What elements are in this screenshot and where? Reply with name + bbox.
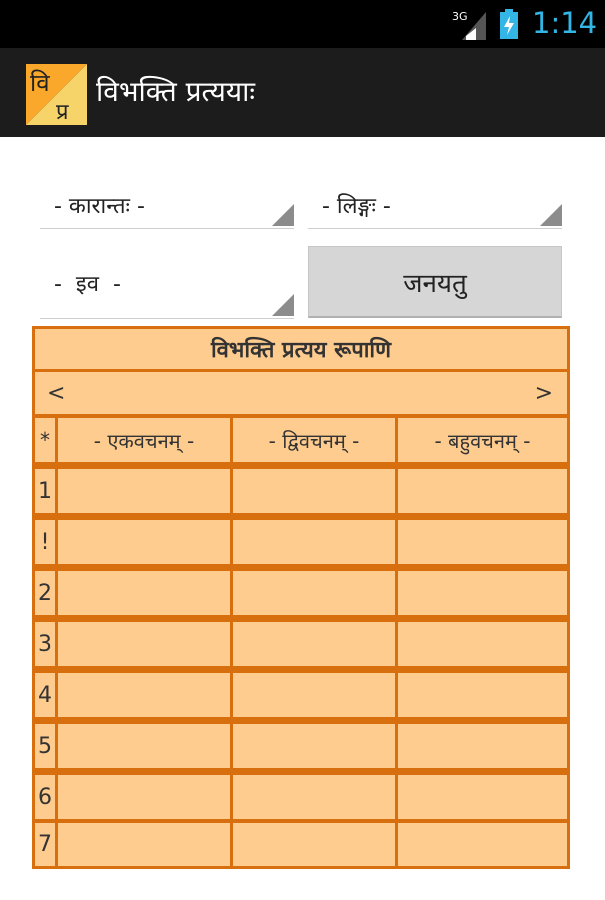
table-cell: [58, 775, 230, 819]
generate-button[interactable]: जनयतु: [308, 246, 562, 318]
table-cell: [398, 673, 567, 717]
table-cell: [233, 520, 395, 564]
table-cell: [233, 622, 395, 666]
iva-select-value: - इव -: [54, 272, 121, 297]
table-cell: [233, 724, 395, 768]
status-bar: [0, 0, 605, 48]
table-cell: [398, 823, 567, 866]
table-cell: [233, 469, 395, 513]
row-label-case: 3: [35, 622, 55, 666]
table-cell: [398, 571, 567, 615]
row-label-case: !: [35, 520, 55, 564]
dropdown-arrow-icon: [540, 204, 562, 226]
table-cell: [58, 469, 230, 513]
clock: 1:14: [532, 6, 598, 40]
next-button[interactable]: >: [534, 380, 553, 406]
table-cell: [58, 520, 230, 564]
column-header-plural: - बहुवचनम् -: [398, 418, 567, 462]
table-cell: [233, 823, 395, 866]
table-cell: [58, 622, 230, 666]
table-cell: [58, 823, 230, 866]
app-logo-icon: [26, 64, 87, 125]
table-cell: [58, 673, 230, 717]
table-cell: [398, 520, 567, 564]
svg-text:3G: 3G: [452, 10, 468, 23]
app-logo-text-bottom: प्र: [56, 100, 69, 125]
table-corner-label: *: [35, 418, 55, 462]
gender-select-value: - लिङ्गः -: [322, 194, 391, 219]
app-title: विभक्ति प्रत्ययाः: [96, 75, 256, 108]
signal-3g-icon: [452, 8, 486, 40]
dropdown-arrow-icon: [272, 294, 294, 316]
row-label-case: 4: [35, 673, 55, 717]
table-cell: [233, 775, 395, 819]
table-cell: [58, 724, 230, 768]
app-logo-text-top: वि: [30, 69, 50, 97]
table-cell: [233, 571, 395, 615]
gender-select[interactable]: [308, 180, 562, 229]
table-cell: [233, 673, 395, 717]
battery-charging-icon: [500, 9, 518, 39]
table-cell: [58, 571, 230, 615]
column-header-dual: - द्विवचनम् -: [233, 418, 395, 462]
declension-table: [32, 326, 570, 869]
row-label-case: 6: [35, 775, 55, 819]
row-label-case: 7: [35, 823, 55, 866]
iva-select[interactable]: [40, 262, 294, 319]
dropdown-arrow-icon: [272, 204, 294, 226]
table-cell: [398, 775, 567, 819]
ending-select-value: - कारान्तः -: [54, 194, 145, 219]
table-cell: [398, 622, 567, 666]
table-nav-row: [35, 372, 567, 414]
table-cell: [398, 469, 567, 513]
table-title: विभक्ति प्रत्यय रूपाणि: [35, 329, 567, 369]
prev-button[interactable]: <: [47, 380, 66, 406]
column-header-singular: - एकवचनम् -: [58, 418, 230, 462]
action-bar: [0, 48, 605, 137]
row-label-case: 1: [35, 469, 55, 513]
table-cell: [398, 724, 567, 768]
row-label-case: 5: [35, 724, 55, 768]
ending-select[interactable]: [40, 180, 294, 229]
row-label-case: 2: [35, 571, 55, 615]
